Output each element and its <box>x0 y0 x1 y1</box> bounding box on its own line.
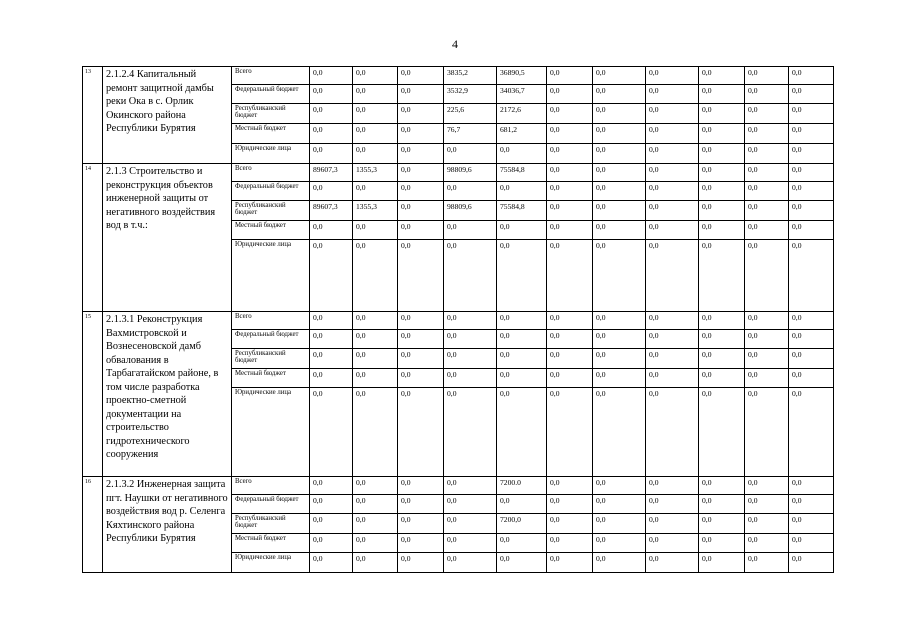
amount-cell: 0,0 <box>547 495 593 514</box>
amount-cell: 0,0 <box>646 85 699 104</box>
amount-cell: 0,0 <box>310 553 353 573</box>
amount-cell: 0,0 <box>353 124 398 144</box>
amount-cell: 0,0 <box>547 104 593 124</box>
amount-cell: 0,0 <box>353 553 398 573</box>
amount-cell: 0,0 <box>497 534 547 553</box>
amount-cell: 0,0 <box>745 534 789 553</box>
amount-cell: 0,0 <box>497 369 547 388</box>
amount-cell: 0,0 <box>547 534 593 553</box>
amount-cell: 0,0 <box>398 67 444 85</box>
amount-cell: 0,0 <box>745 85 789 104</box>
funding-source: Всего <box>232 477 310 495</box>
amount-cell: 0,0 <box>745 164 789 182</box>
amount-cell: 0,0 <box>699 369 745 388</box>
amount-cell: 0,0 <box>646 182 699 201</box>
amount-cell: 0,0 <box>398 369 444 388</box>
amount-cell: 0,0 <box>789 164 834 182</box>
funding-source: Федеральный бюджет <box>232 85 310 104</box>
amount-cell: 0,0 <box>398 477 444 495</box>
funding-source: Республиканский бюджет <box>232 201 310 221</box>
amount-cell: 0,0 <box>353 312 398 330</box>
amount-cell: 0,0 <box>699 124 745 144</box>
amount-cell: 0,0 <box>310 330 353 349</box>
table-row <box>83 164 834 182</box>
amount-cell: 0,0 <box>593 477 646 495</box>
activity-name: 2.1.3 Строительство и реконструкция объектов инженерной защиты от негативного воздействия вод в т.ч.: <box>103 164 232 312</box>
amount-cell: 0,0 <box>353 330 398 349</box>
amount-cell: 0,0 <box>789 85 834 104</box>
amount-cell: 0,0 <box>444 477 497 495</box>
amount-cell: 0,0 <box>646 388 699 477</box>
amount-cell: 0,0 <box>699 104 745 124</box>
amount-cell: 0,0 <box>353 514 398 534</box>
amount-cell: 0,0 <box>593 240 646 312</box>
amount-cell: 0,0 <box>646 201 699 221</box>
amount-cell: 0,0 <box>547 369 593 388</box>
amount-cell: 7200,0 <box>497 514 547 534</box>
amount-cell: 0,0 <box>789 514 834 534</box>
amount-cell: 0,0 <box>789 369 834 388</box>
amount-cell: 0,0 <box>699 312 745 330</box>
funding-source: Всего <box>232 164 310 182</box>
funding-source: Республиканский бюджет <box>232 349 310 369</box>
amount-cell: 0,0 <box>646 164 699 182</box>
amount-cell: 0,0 <box>444 495 497 514</box>
amount-cell: 0,0 <box>646 124 699 144</box>
amount-cell: 0,0 <box>593 495 646 514</box>
amount-cell: 0,0 <box>646 240 699 312</box>
amount-cell: 0,0 <box>497 495 547 514</box>
amount-cell: 0,0 <box>745 144 789 164</box>
activity-name: 2.1.3.1 Реконструкция Вахмистровской и Вознесеновской дамб обвалования в Тарбагатайском районе, в том числе разработка проектно-сметной документации на строительство гидротехнического сооружения <box>103 312 232 477</box>
amount-cell: 0,0 <box>593 330 646 349</box>
amount-cell: 0,0 <box>398 388 444 477</box>
funding-source: Федеральный бюджет <box>232 182 310 201</box>
amount-cell: 7200.0 <box>497 477 547 495</box>
amount-cell: 0,0 <box>310 312 353 330</box>
amount-cell: 0,0 <box>353 144 398 164</box>
amount-cell: 0,0 <box>789 495 834 514</box>
amount-cell: 681,2 <box>497 124 547 144</box>
amount-cell: 0,0 <box>745 201 789 221</box>
funding-source: Всего <box>232 312 310 330</box>
amount-cell: 0,0 <box>646 312 699 330</box>
amount-cell: 0,0 <box>353 477 398 495</box>
amount-cell: 0,0 <box>745 369 789 388</box>
amount-cell: 0,0 <box>646 330 699 349</box>
amount-cell: 0,0 <box>398 201 444 221</box>
amount-cell: 0,0 <box>444 182 497 201</box>
amount-cell: 0,0 <box>789 67 834 85</box>
amount-cell: 36890,5 <box>497 67 547 85</box>
funding-source: Юридические лица <box>232 553 310 573</box>
amount-cell: 0,0 <box>646 349 699 369</box>
activity-name: 2.1.2.4 Капитальный ремонт защитной дамбы реки Ока в с. Орлик Окинского района Республики Бурятия <box>103 67 232 164</box>
amount-cell: 0,0 <box>444 349 497 369</box>
amount-cell: 0,0 <box>646 369 699 388</box>
amount-cell: 0,0 <box>593 201 646 221</box>
funding-source: Федеральный бюджет <box>232 330 310 349</box>
amount-cell: 0,0 <box>547 182 593 201</box>
amount-cell: 0,0 <box>745 124 789 144</box>
amount-cell: 0,0 <box>547 124 593 144</box>
amount-cell: 75584,8 <box>497 201 547 221</box>
activity-name: 2.1.3.2 Инженерная защита пгт. Наушки от негативного воздействия вод р. Селенга Кяхтинского района Республики Бурятия <box>103 477 232 573</box>
amount-cell: 0,0 <box>789 144 834 164</box>
amount-cell: 0,0 <box>745 67 789 85</box>
amount-cell: 0,0 <box>593 85 646 104</box>
amount-cell: 0,0 <box>310 514 353 534</box>
amount-cell: 0,0 <box>547 388 593 477</box>
amount-cell: 0,0 <box>444 553 497 573</box>
amount-cell: 0,0 <box>497 349 547 369</box>
amount-cell: 0,0 <box>646 534 699 553</box>
amount-cell: 0,0 <box>398 144 444 164</box>
funding-source: Юридические лица <box>232 240 310 312</box>
amount-cell: 0,0 <box>699 164 745 182</box>
table-row <box>83 312 834 330</box>
amount-cell: 0,0 <box>547 144 593 164</box>
amount-cell: 0,0 <box>593 182 646 201</box>
amount-cell: 0,0 <box>547 164 593 182</box>
amount-cell: 0,0 <box>547 312 593 330</box>
amount-cell: 0,0 <box>497 240 547 312</box>
amount-cell: 0,0 <box>593 221 646 240</box>
amount-cell: 0,0 <box>646 477 699 495</box>
amount-cell: 0,0 <box>353 182 398 201</box>
amount-cell: 0,0 <box>353 369 398 388</box>
row-number: 16 <box>83 477 103 573</box>
table-row <box>83 477 834 495</box>
amount-cell: 0,0 <box>646 67 699 85</box>
amount-cell: 0,0 <box>789 201 834 221</box>
row-number: 15 <box>83 312 103 477</box>
funding-source: Республиканский бюджет <box>232 514 310 534</box>
amount-cell: 0,0 <box>353 534 398 553</box>
amount-cell: 0,0 <box>547 514 593 534</box>
amount-cell: 75584,8 <box>497 164 547 182</box>
amount-cell: 3835,2 <box>444 67 497 85</box>
amount-cell: 0,0 <box>497 144 547 164</box>
amount-cell: 0,0 <box>745 104 789 124</box>
amount-cell: 0,0 <box>646 553 699 573</box>
amount-cell: 0,0 <box>398 534 444 553</box>
amount-cell: 0,0 <box>593 144 646 164</box>
amount-cell: 0,0 <box>310 369 353 388</box>
amount-cell: 0,0 <box>547 221 593 240</box>
amount-cell: 0,0 <box>444 312 497 330</box>
amount-cell: 0,0 <box>745 182 789 201</box>
amount-cell: 0,0 <box>353 240 398 312</box>
amount-cell: 0,0 <box>593 369 646 388</box>
amount-cell: 0,0 <box>398 514 444 534</box>
amount-cell: 0,0 <box>497 221 547 240</box>
amount-cell: 0,0 <box>398 182 444 201</box>
amount-cell: 0,0 <box>789 124 834 144</box>
amount-cell: 0,0 <box>699 67 745 85</box>
amount-cell: 0,0 <box>547 477 593 495</box>
amount-cell: 0,0 <box>699 240 745 312</box>
amount-cell: 0,0 <box>699 349 745 369</box>
amount-cell: 0,0 <box>646 104 699 124</box>
funding-source: Местный бюджет <box>232 124 310 144</box>
amount-cell: 0,0 <box>593 388 646 477</box>
amount-cell: 0,0 <box>310 477 353 495</box>
amount-cell: 0,0 <box>699 534 745 553</box>
amount-cell: 0,0 <box>646 144 699 164</box>
amount-cell: 0,0 <box>398 85 444 104</box>
amount-cell: 1355,3 <box>353 164 398 182</box>
amount-cell: 76,7 <box>444 124 497 144</box>
amount-cell: 0,0 <box>444 534 497 553</box>
amount-cell: 0,0 <box>699 221 745 240</box>
amount-cell: 0,0 <box>699 85 745 104</box>
amount-cell: 2172,6 <box>497 104 547 124</box>
table-row <box>83 67 834 85</box>
amount-cell: 0,0 <box>310 534 353 553</box>
amount-cell: 0,0 <box>547 67 593 85</box>
amount-cell: 0,0 <box>398 330 444 349</box>
amount-cell: 0,0 <box>699 495 745 514</box>
row-number: 14 <box>83 164 103 312</box>
amount-cell: 0,0 <box>444 221 497 240</box>
funding-source: Местный бюджет <box>232 534 310 553</box>
amount-cell: 0,0 <box>646 514 699 534</box>
amount-cell: 0,0 <box>547 85 593 104</box>
amount-cell: 0,0 <box>398 553 444 573</box>
funding-source: Всего <box>232 67 310 85</box>
amount-cell: 0,0 <box>353 104 398 124</box>
amount-cell: 0,0 <box>745 495 789 514</box>
amount-cell: 0,0 <box>593 312 646 330</box>
amount-cell: 0,0 <box>789 104 834 124</box>
amount-cell: 89607,3 <box>310 201 353 221</box>
amount-cell: 0,0 <box>789 534 834 553</box>
amount-cell: 0,0 <box>745 388 789 477</box>
amount-cell: 0,0 <box>699 388 745 477</box>
amount-cell: 0,0 <box>593 164 646 182</box>
amount-cell: 0,0 <box>353 85 398 104</box>
amount-cell: 0,0 <box>398 495 444 514</box>
amount-cell: 0,0 <box>699 330 745 349</box>
funding-source: Местный бюджет <box>232 221 310 240</box>
amount-cell: 0,0 <box>789 553 834 573</box>
amount-cell: 0,0 <box>310 349 353 369</box>
amount-cell: 0,0 <box>353 388 398 477</box>
amount-cell: 89607,3 <box>310 164 353 182</box>
amount-cell: 225,6 <box>444 104 497 124</box>
amount-cell: 0,0 <box>497 312 547 330</box>
amount-cell: 0,0 <box>497 553 547 573</box>
amount-cell: 0,0 <box>353 67 398 85</box>
amount-cell: 0,0 <box>310 144 353 164</box>
amount-cell: 0,0 <box>444 514 497 534</box>
amount-cell: 0,0 <box>398 240 444 312</box>
amount-cell: 0,0 <box>547 349 593 369</box>
amount-cell: 0,0 <box>593 553 646 573</box>
amount-cell: 0,0 <box>745 514 789 534</box>
amount-cell: 0,0 <box>310 221 353 240</box>
amount-cell: 0,0 <box>789 312 834 330</box>
funding-source: Республиканский бюджет <box>232 104 310 124</box>
amount-cell: 0,0 <box>547 330 593 349</box>
amount-cell: 0,0 <box>789 477 834 495</box>
amount-cell: 0,0 <box>310 182 353 201</box>
amount-cell: 0,0 <box>547 201 593 221</box>
amount-cell: 98809,6 <box>444 201 497 221</box>
amount-cell: 0,0 <box>745 240 789 312</box>
row-number: 13 <box>83 67 103 164</box>
amount-cell: 0,0 <box>398 312 444 330</box>
amount-cell: 0,0 <box>444 330 497 349</box>
amount-cell: 0,0 <box>398 124 444 144</box>
amount-cell: 3532,9 <box>444 85 497 104</box>
amount-cell: 0,0 <box>593 124 646 144</box>
amount-cell: 0,0 <box>398 221 444 240</box>
amount-cell: 0,0 <box>444 369 497 388</box>
amount-cell: 0,0 <box>398 349 444 369</box>
amount-cell: 0,0 <box>353 221 398 240</box>
amount-cell: 0,0 <box>444 388 497 477</box>
amount-cell: 34036,7 <box>497 85 547 104</box>
amount-cell: 0,0 <box>593 534 646 553</box>
amount-cell: 0,0 <box>497 330 547 349</box>
amount-cell: 0,0 <box>745 477 789 495</box>
page-number: 4 <box>452 37 458 51</box>
amount-cell: 0,0 <box>745 330 789 349</box>
amount-cell: 0,0 <box>444 240 497 312</box>
amount-cell: 0,0 <box>699 201 745 221</box>
amount-cell: 0,0 <box>789 330 834 349</box>
amount-cell: 98809,6 <box>444 164 497 182</box>
amount-cell: 0,0 <box>745 349 789 369</box>
amount-cell: 0,0 <box>699 553 745 573</box>
amount-cell: 0,0 <box>310 124 353 144</box>
amount-cell: 0,0 <box>310 104 353 124</box>
amount-cell: 0,0 <box>745 221 789 240</box>
amount-cell: 0,0 <box>353 349 398 369</box>
amount-cell: 0,0 <box>444 144 497 164</box>
amount-cell: 0,0 <box>310 495 353 514</box>
amount-cell: 0,0 <box>593 514 646 534</box>
amount-cell: 0,0 <box>398 164 444 182</box>
amount-cell: 0,0 <box>353 495 398 514</box>
amount-cell: 0,0 <box>789 388 834 477</box>
amount-cell: 0,0 <box>547 553 593 573</box>
amount-cell: 0,0 <box>745 312 789 330</box>
amount-cell: 0,0 <box>593 67 646 85</box>
amount-cell: 0,0 <box>547 240 593 312</box>
amount-cell: 0,0 <box>789 182 834 201</box>
funding-source: Местный бюджет <box>232 369 310 388</box>
amount-cell: 0,0 <box>593 104 646 124</box>
amount-cell: 0,0 <box>699 182 745 201</box>
amount-cell: 0,0 <box>699 514 745 534</box>
amount-cell: 0,0 <box>745 553 789 573</box>
funding-table <box>82 66 834 573</box>
amount-cell: 0,0 <box>789 221 834 240</box>
amount-cell: 1355,3 <box>353 201 398 221</box>
funding-source: Юридические лица <box>232 144 310 164</box>
amount-cell: 0,0 <box>789 240 834 312</box>
amount-cell: 0,0 <box>699 477 745 495</box>
funding-source: Юридические лица <box>232 388 310 477</box>
amount-cell: 0,0 <box>497 388 547 477</box>
amount-cell: 0,0 <box>646 495 699 514</box>
amount-cell: 0,0 <box>310 85 353 104</box>
amount-cell: 0,0 <box>398 104 444 124</box>
amount-cell: 0,0 <box>699 144 745 164</box>
amount-cell: 0,0 <box>310 388 353 477</box>
amount-cell: 0,0 <box>789 349 834 369</box>
amount-cell: 0,0 <box>646 221 699 240</box>
amount-cell: 0,0 <box>593 349 646 369</box>
amount-cell: 0,0 <box>310 67 353 85</box>
funding-source: Федеральный бюджет <box>232 495 310 514</box>
amount-cell: 0,0 <box>497 182 547 201</box>
amount-cell: 0,0 <box>310 240 353 312</box>
